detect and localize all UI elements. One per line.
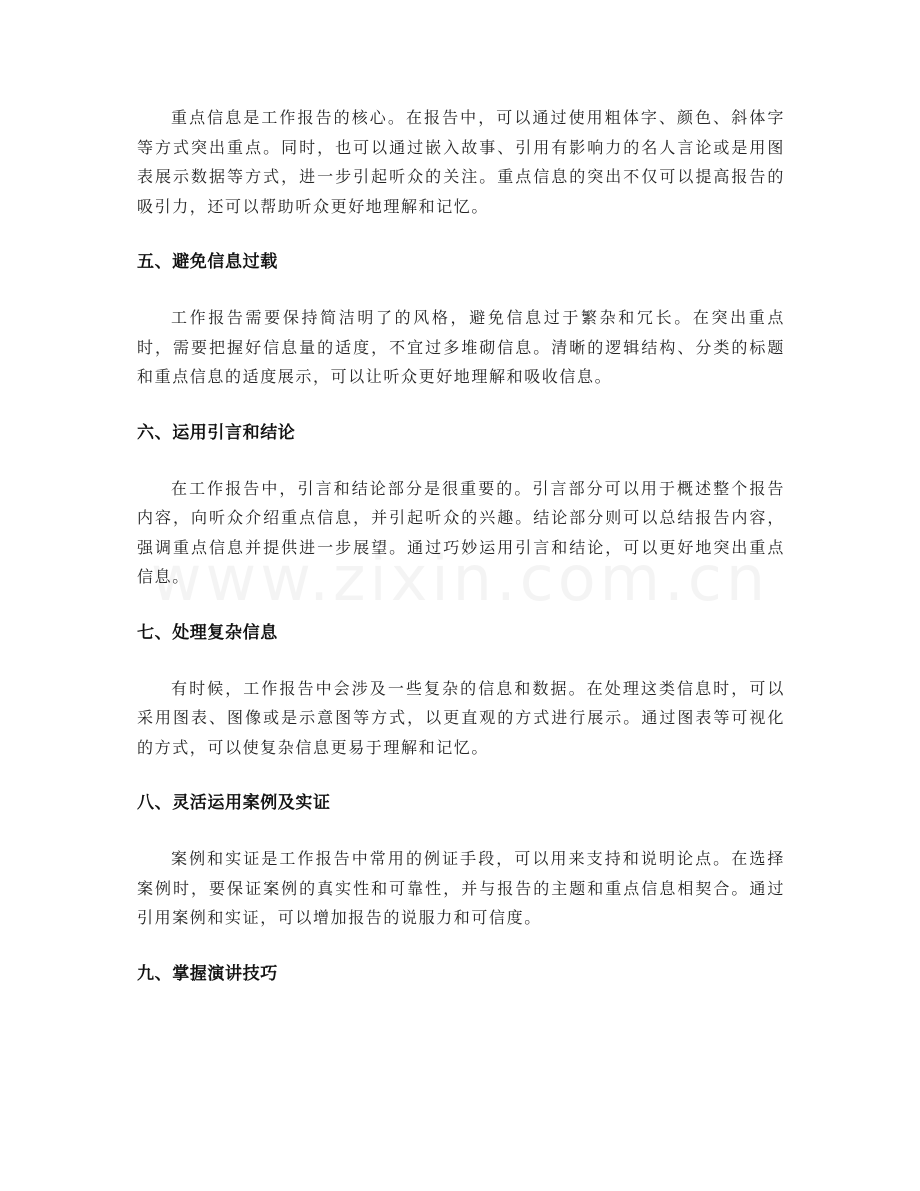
section-heading-5: 五、避免信息过载 — [137, 252, 278, 272]
paragraph-avoid-overload: 工作报告需要保持简洁明了的风格，避免信息过于繁杂和冗长。在突出重点时，需要把握好信息量的适度，不宜过多堆砌信息。清晰的逻辑结构、分类的标题和重点信息的适度展示，可以让听众更好地理解和吸收信息。 — [137, 308, 785, 386]
paragraph-complex-info: 有时候，工作报告中会涉及一些复杂的信息和数据。在处理这类信息时，可以采用图表、图像或是示意图等方式，以更直观的方式进行展示。通过图表等可视化的方式，可以使复杂信息更易于理解和记忆。 — [137, 678, 785, 757]
paragraph-key-information: 重点信息是工作报告的核心。在报告中，可以通过使用粗体字、颜色、斜体字等方式突出重点。同时，也可以通过嵌入故事、引用有影响力的名人言论或是用图表展示数据等方式，进一步引起听众的关注。重点信息的突出不仅可以提高报告的吸引力，还可以帮助听众更好地理解和记忆。 — [137, 108, 785, 216]
paragraph-intro-conclusion: 在工作报告中，引言和结论部分是很重要的。引言部分可以用于概述整个报告内容，向听众介绍重点信息，并引起听众的兴趣。结论部分则可以总结报告内容，强调重点信息并提供进一步展望。通过巧妙运用引言和结论，可以更好地突出重点信息。 — [137, 478, 785, 586]
section-heading-7: 七、处理复杂信息 — [137, 622, 278, 643]
section-heading-9: 九、掌握演讲技巧 — [137, 963, 278, 984]
paragraph-cases-evidence: 案例和实证是工作报告中常用的例证手段，可以用来支持和说明论点。在选择案例时，要保证案例的真实性和可靠性，并与报告的主题和重点信息相契合。通过引用案例和实证，可以增加报告的说服力和可信度。 — [137, 849, 785, 927]
document-body — [137, 103, 785, 989]
section-heading-8: 八、灵活运用案例及实证 — [137, 793, 331, 813]
section-heading-6: 六、运用引言和结论 — [137, 422, 296, 443]
